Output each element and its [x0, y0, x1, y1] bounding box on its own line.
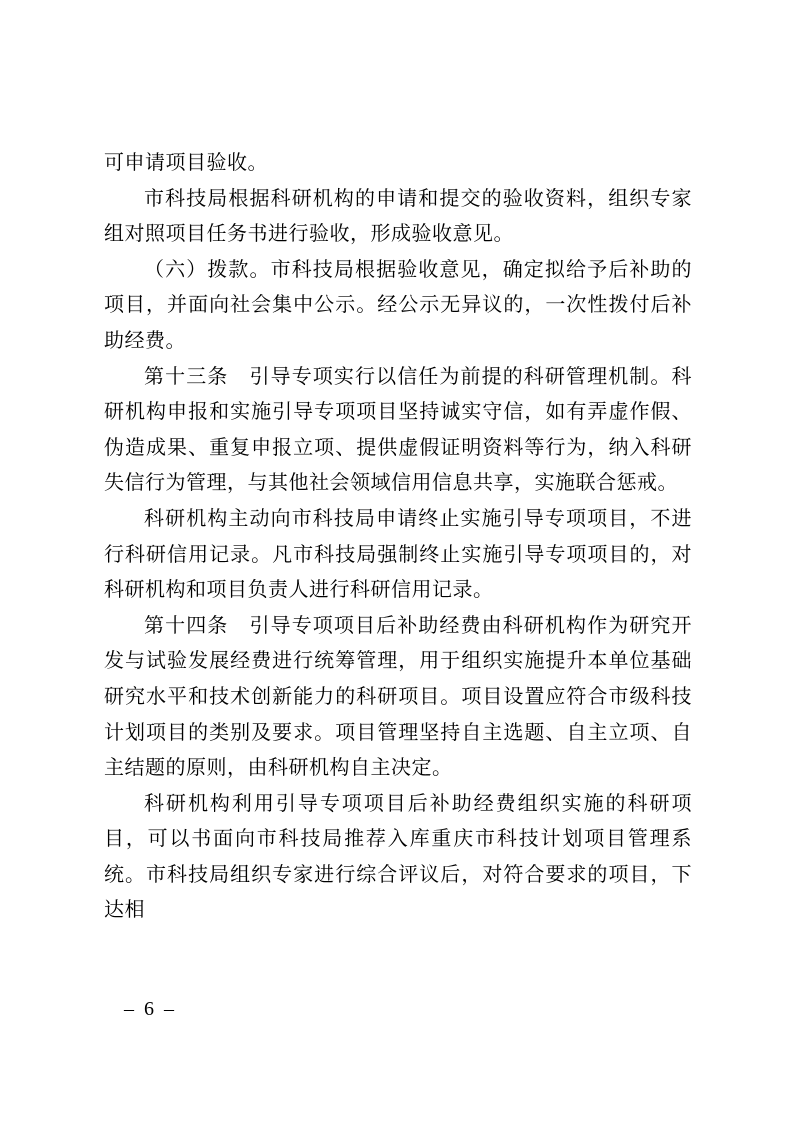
paragraph-funding: （六）拨款。市科技局根据验收意见，确定拟给予后补助的项目，并面向社会集中公示。经公示无异议的，一次性拨付后补助经费。 [104, 256, 692, 352]
paragraph-project-recommendation: 科研机构利用引导专项项目后补助经费组织实施的科研项目，可以书面向市科技局推荐入库重庆市科技计划项目管理系统。市科技局组织专家进行综合评议后，对符合要求的项目，下达相 [104, 790, 692, 922]
paragraph-acceptance-review: 市科技局根据科研机构的申请和提交的验收资料，组织专家组对照项目任务书进行验收，形成验收意见。 [104, 185, 692, 246]
page-number: – 6 – [124, 998, 174, 1020]
paragraph-article-13: 第十三条 引导专项实行以信任为前提的科研管理机制。科研机构申报和实施引导专项项目坚持诚实守信，如有弄虚作假、伪造成果、重复申报立项、提供虚假证明资料等行为，纳入科研失信行为管理，与其他社会领域信用信息共享，实施联合惩戒。 [104, 363, 692, 495]
body-text [104, 145, 692, 928]
paragraph-credit-record: 科研机构主动向市科技局申请终止实施引导专项项目，不进行科研信用记录。凡市科技局强制终止实施引导专项项目的，对科研机构和项目负责人进行科研信用记录。 [104, 505, 692, 602]
paragraph-article-14: 第十四条 引导专项项目后补助经费由科研机构作为研究开发与试验发展经费进行统筹管理，用于组织实施提升本单位基础研究水平和技术创新能力的科研项目。项目设置应符合市级科技计划项目的类别及要求。项目管理坚持自主选题、自主立项、自主结题的原则，由科研机构自主决定。 [104, 612, 692, 780]
paragraph-continuation: 可申请项目验收。 [104, 150, 268, 174]
